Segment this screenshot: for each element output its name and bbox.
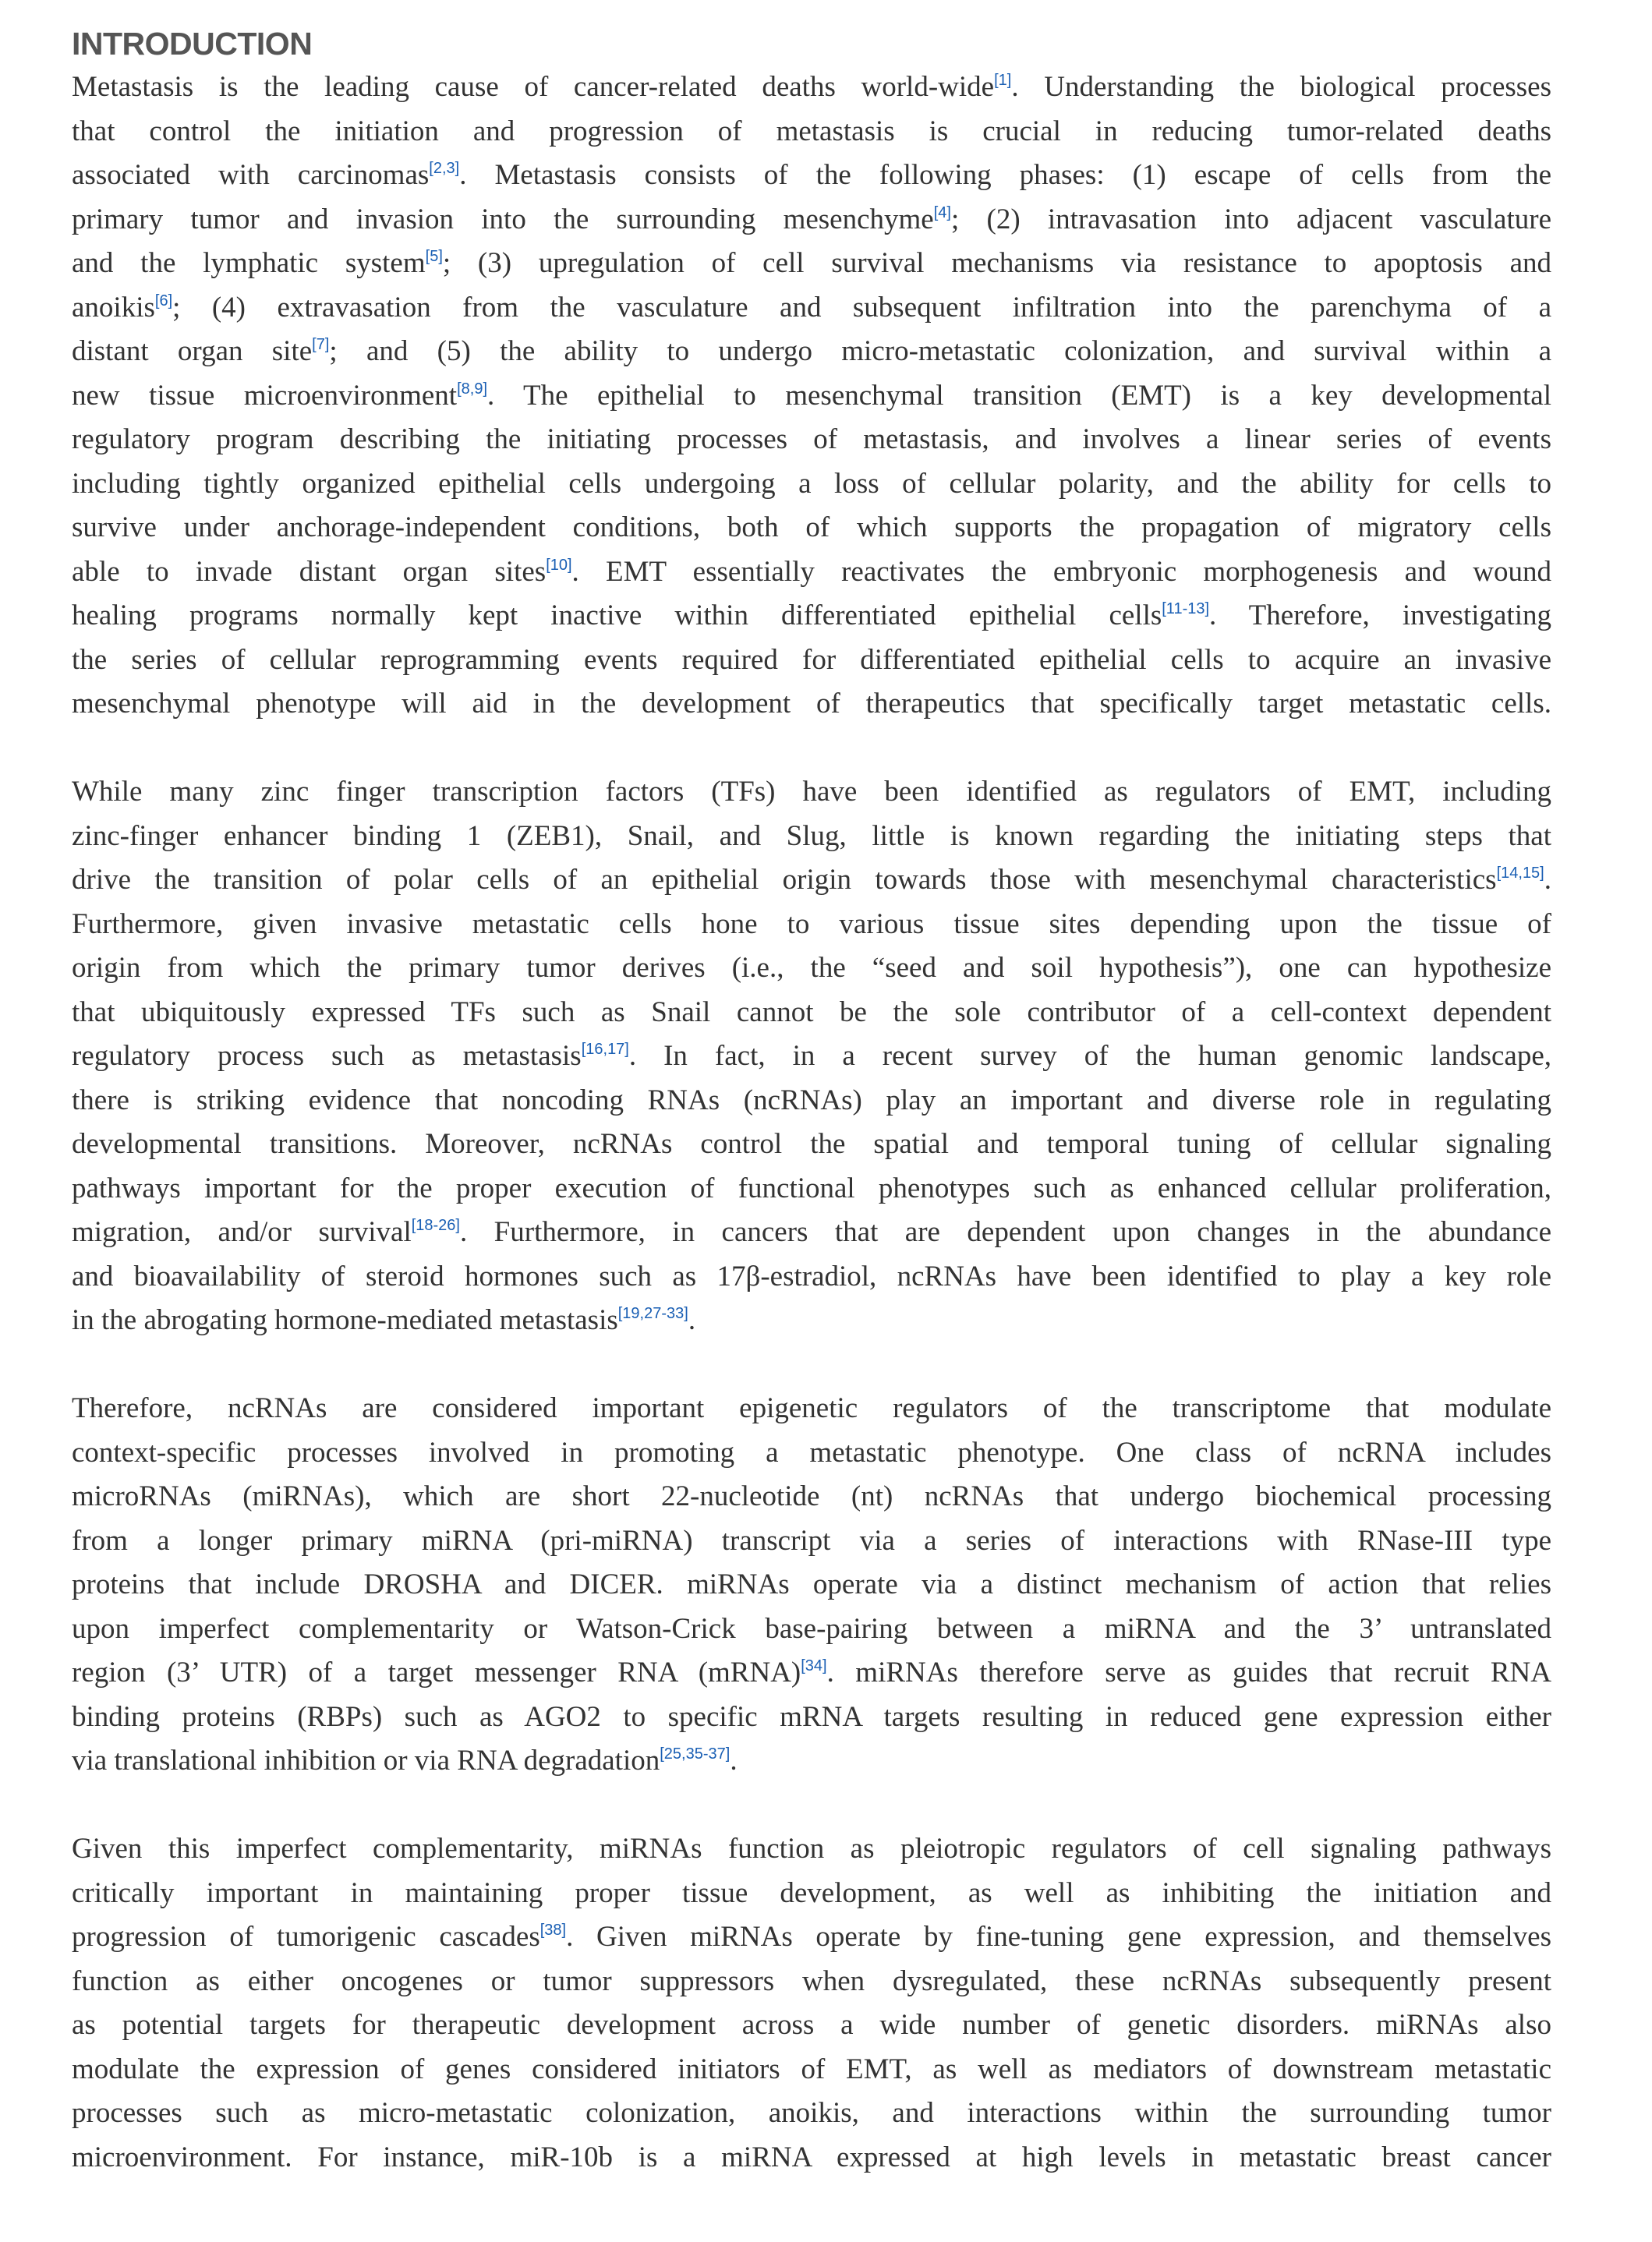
text-line [72, 1167, 1551, 1211]
text-segment: distant organ site [72, 335, 313, 367]
text-line [72, 815, 1551, 859]
text-line [72, 330, 1551, 374]
text-segment: upon imperfect complementarity or Watson-Crick base-pairing between a miRNA and the 3’ untranslated [72, 1612, 1551, 1645]
section-heading: INTRODUCTION [72, 26, 313, 62]
text-segment: via translational inhibition or via RNA degradation [72, 1745, 660, 1777]
text-segment: . [730, 1745, 738, 1777]
paragraph [72, 1827, 1551, 2180]
text-line [72, 1431, 1551, 1476]
text-segment: . The epithelial to mesenchymal transition (EMT) is a key developmental [487, 379, 1551, 412]
text-segment: . [1544, 864, 1551, 896]
text-segment: survive under anchorage-independent conditions, both of which supports the propagation of migratory cells [72, 511, 1551, 543]
text-segment: from a longer primary miRNA (pri-miRNA) transcript via a series of interactions with RNase-III type [72, 1524, 1551, 1557]
text-segment: proteins that include DROSHA and DICER. miRNAs operate via a distinct mechanism of action that relies [72, 1568, 1551, 1600]
text-segment: ; and (5) the ability to undergo micro-metastatic colonization, and survival within a [329, 335, 1551, 367]
text-line [72, 1255, 1551, 1300]
text-segment: and bioavailability of steroid hormones such as 17β-estradiol, ncRNAs have been identified to play a key role [72, 1260, 1551, 1293]
text-segment: Metastasis is the leading cause of cancer-related deaths world-wide [72, 71, 995, 103]
text-line [72, 903, 1551, 947]
text-line [72, 1915, 1551, 1960]
text-line [72, 198, 1551, 242]
text-line [72, 2003, 1551, 2048]
text-segment: associated with carcinomas [72, 159, 430, 191]
text-segment: . Metastasis consists of the following phases: (1) escape of cells from the [459, 159, 1551, 191]
text-line [72, 1960, 1551, 2004]
text-segment: that ubiquitously expressed TFs such as Snail cannot be the sole contributor of a cell-context dependent [72, 995, 1551, 1028]
text-line [72, 286, 1551, 331]
text-segment: While many zinc finger transcription factors (TFs) have been identified as regulators of EMT, including [72, 776, 1551, 808]
text-line [72, 638, 1551, 683]
text-segment: regulatory program describing the initiating processes of metastasis, and involves a linear series of events [72, 423, 1551, 455]
text-line [72, 1079, 1551, 1123]
text-line [72, 858, 1551, 903]
text-line [72, 1607, 1551, 1652]
citation-link[interactable]: [10] [546, 556, 572, 574]
text-segment: and the lymphatic system [72, 247, 426, 279]
text-segment: in the abrogating hormone-mediated metastasis [72, 1304, 618, 1336]
text-segment: ; (4) extravasation from the vasculature and subsequent infiltration into the parenchyma of a [172, 291, 1551, 324]
text-line [72, 1299, 1551, 1343]
text-line [72, 1123, 1551, 1167]
text-segment: able to invade distant organ sites [72, 555, 547, 588]
text-segment: including tightly organized epithelial cells undergoing a loss of cellular polarity, and the ability for cells to [72, 467, 1551, 500]
text-segment: primary tumor and invasion into the surrounding mesenchyme [72, 203, 934, 235]
text-line [72, 2136, 1551, 2180]
text-segment: the series of cellular reprogramming events required for differentiated epithelial cells to acquire an invasive [72, 643, 1551, 676]
text-segment: Therefore, ncRNAs are considered important epigenetic regulators of the transcriptome that modulate [72, 1392, 1551, 1424]
text-segment: function as either oncogenes or tumor suppressors when dysregulated, these ncRNAs subsequently present [72, 1964, 1551, 1997]
paragraph [72, 1387, 1551, 1784]
text-line [72, 374, 1551, 419]
text-segment: processes such as micro-metastatic colonization, anoikis, and interactions within the surrounding tumor [72, 2097, 1551, 2129]
citation-link[interactable]: [14,15] [1496, 865, 1544, 882]
text-segment: microenvironment. For instance, miR-10b is a miRNA expressed at high levels in metastatic breast cancer [72, 2141, 1551, 2173]
citation-link[interactable]: [7] [312, 336, 330, 353]
citation-link[interactable]: [1] [994, 72, 1012, 89]
text-line [72, 1872, 1551, 1916]
text-segment: . [688, 1304, 696, 1336]
citation-link[interactable]: [6] [154, 292, 173, 309]
text-line [72, 594, 1551, 638]
text-segment: pathways important for the proper execution of functional phenotypes such as enhanced cellular proliferation, [72, 1172, 1551, 1204]
citation-link[interactable]: [5] [425, 248, 443, 265]
text-line [72, 991, 1551, 1035]
text-segment: . Therefore, investigating [1209, 599, 1551, 631]
text-line [72, 242, 1551, 286]
text-line [72, 946, 1551, 991]
citation-link[interactable]: [11-13] [1162, 600, 1210, 617]
text-segment: modulate the expression of genes considered initiators of EMT, as well as mediators of downstream metastatic [72, 2053, 1551, 2085]
text-line [72, 462, 1551, 507]
text-line [72, 1211, 1551, 1255]
text-segment: anoikis [72, 291, 155, 324]
text-segment: . Given miRNAs operate by fine-tuning gene expression, and themselves [566, 1921, 1551, 1953]
text-segment: healing programs normally kept inactive within differentiated epithelial cells [72, 599, 1162, 631]
text-line [72, 1034, 1551, 1079]
text-line [72, 770, 1551, 815]
text-segment: zinc-finger enhancer binding 1 (ZEB1), Snail, and Slug, little is known regarding the initiating steps that [72, 819, 1551, 852]
text-segment: that control the initiation and progression of metastasis is crucial in reducing tumor-related deaths [72, 115, 1551, 147]
text-line [72, 110, 1551, 154]
text-line [72, 1519, 1551, 1564]
citation-link[interactable]: [18-26] [411, 1217, 460, 1234]
text-segment: drive the transition of polar cells of an epithelial origin towards those with mesenchymal characteristics [72, 864, 1497, 896]
text-segment: origin from which the primary tumor derives (i.e., the “seed and soil hypothesis”), one can hypothesize [72, 952, 1551, 984]
text-line [72, 2048, 1551, 2092]
text-segment: . Understanding the biological processes [1011, 71, 1551, 103]
text-line [72, 1475, 1551, 1519]
text-segment: there is striking evidence that noncoding RNAs (ncRNAs) play an important and diverse role in regulating [72, 1084, 1551, 1116]
text-line [72, 65, 1551, 110]
text-segment: Given this imperfect complementarity, miRNAs function as pleiotropic regulators of cell signaling pathways [72, 1833, 1551, 1865]
text-segment: new tissue microenvironment [72, 379, 458, 412]
text-segment: . In fact, in a recent survey of the human genomic landscape, [628, 1040, 1551, 1072]
paragraph [72, 65, 1551, 727]
text-segment: ; (3) upregulation of cell survival mechanisms via resistance to apoptosis and [442, 247, 1551, 279]
citation-link[interactable]: [34] [801, 1657, 827, 1674]
text-segment: Furthermore, given invasive metastatic cells hone to various tissue sites depending upon the tissue of [72, 907, 1551, 940]
text-line [72, 682, 1551, 727]
text-line [72, 1827, 1551, 1872]
text-segment: regulatory process such as metastasis [72, 1040, 582, 1072]
text-line [72, 1651, 1551, 1696]
section-body [72, 65, 1551, 2180]
text-segment: migration, and/or survival [72, 1216, 412, 1248]
citation-link[interactable]: [25,35-37] [660, 1745, 730, 1763]
text-line [72, 418, 1551, 462]
citation-link[interactable]: [2,3] [429, 160, 460, 177]
citation-link[interactable]: [4] [933, 203, 951, 221]
article-introduction-section [72, 22, 1551, 2224]
text-segment: . miRNAs therefore serve as guides that recruit RNA [826, 1657, 1551, 1689]
text-line [72, 1739, 1551, 1784]
text-segment: ; (2) intravasation into adjacent vasculature [950, 203, 1551, 235]
text-segment: binding proteins (RBPs) such as AGO2 to specific mRNA targets resulting in reduced gene expression either [72, 1700, 1551, 1733]
citation-link[interactable]: [8,9] [457, 380, 487, 398]
text-line [72, 1696, 1551, 1740]
text-segment: as potential targets for therapeutic development across a wide number of genetic disorders. miRNAs also [72, 2009, 1551, 2041]
text-line [72, 550, 1551, 595]
text-segment: region (3’ UTR) of a target messenger RNA (mRNA) [72, 1657, 801, 1689]
citation-link[interactable]: [38] [539, 1922, 567, 1939]
text-line [72, 154, 1551, 198]
text-segment: critically important in maintaining proper tissue development, as well as inhibiting the initiation and [72, 1876, 1551, 1909]
text-segment: mesenchymal phenotype will aid in the development of therapeutics that specifically target metastatic cells. [72, 688, 1551, 720]
text-segment: . EMT essentially reactivates the embryonic morphogenesis and wound [571, 555, 1551, 588]
citation-link[interactable]: [16,17] [581, 1041, 629, 1058]
text-segment: progression of tumorigenic cascades [72, 1921, 540, 1953]
citation-link[interactable]: [19,27-33] [617, 1305, 688, 1322]
text-line [72, 2092, 1551, 2136]
text-segment: microRNAs (miRNAs), which are short 22-nucleotide (nt) ncRNAs that undergo biochemical processing [72, 1480, 1551, 1512]
text-segment: . Furthermore, in cancers that are dependent upon changes in the abundance [459, 1216, 1551, 1248]
text-segment: context-specific processes involved in promoting a metastatic phenotype. One class of ncRNA includes [72, 1436, 1551, 1469]
text-line [72, 1387, 1551, 1431]
text-line [72, 1563, 1551, 1607]
text-segment: developmental transitions. Moreover, ncRNAs control the spatial and temporal tuning of cellular signaling [72, 1128, 1551, 1160]
text-line [72, 506, 1551, 550]
paragraph [72, 770, 1551, 1343]
